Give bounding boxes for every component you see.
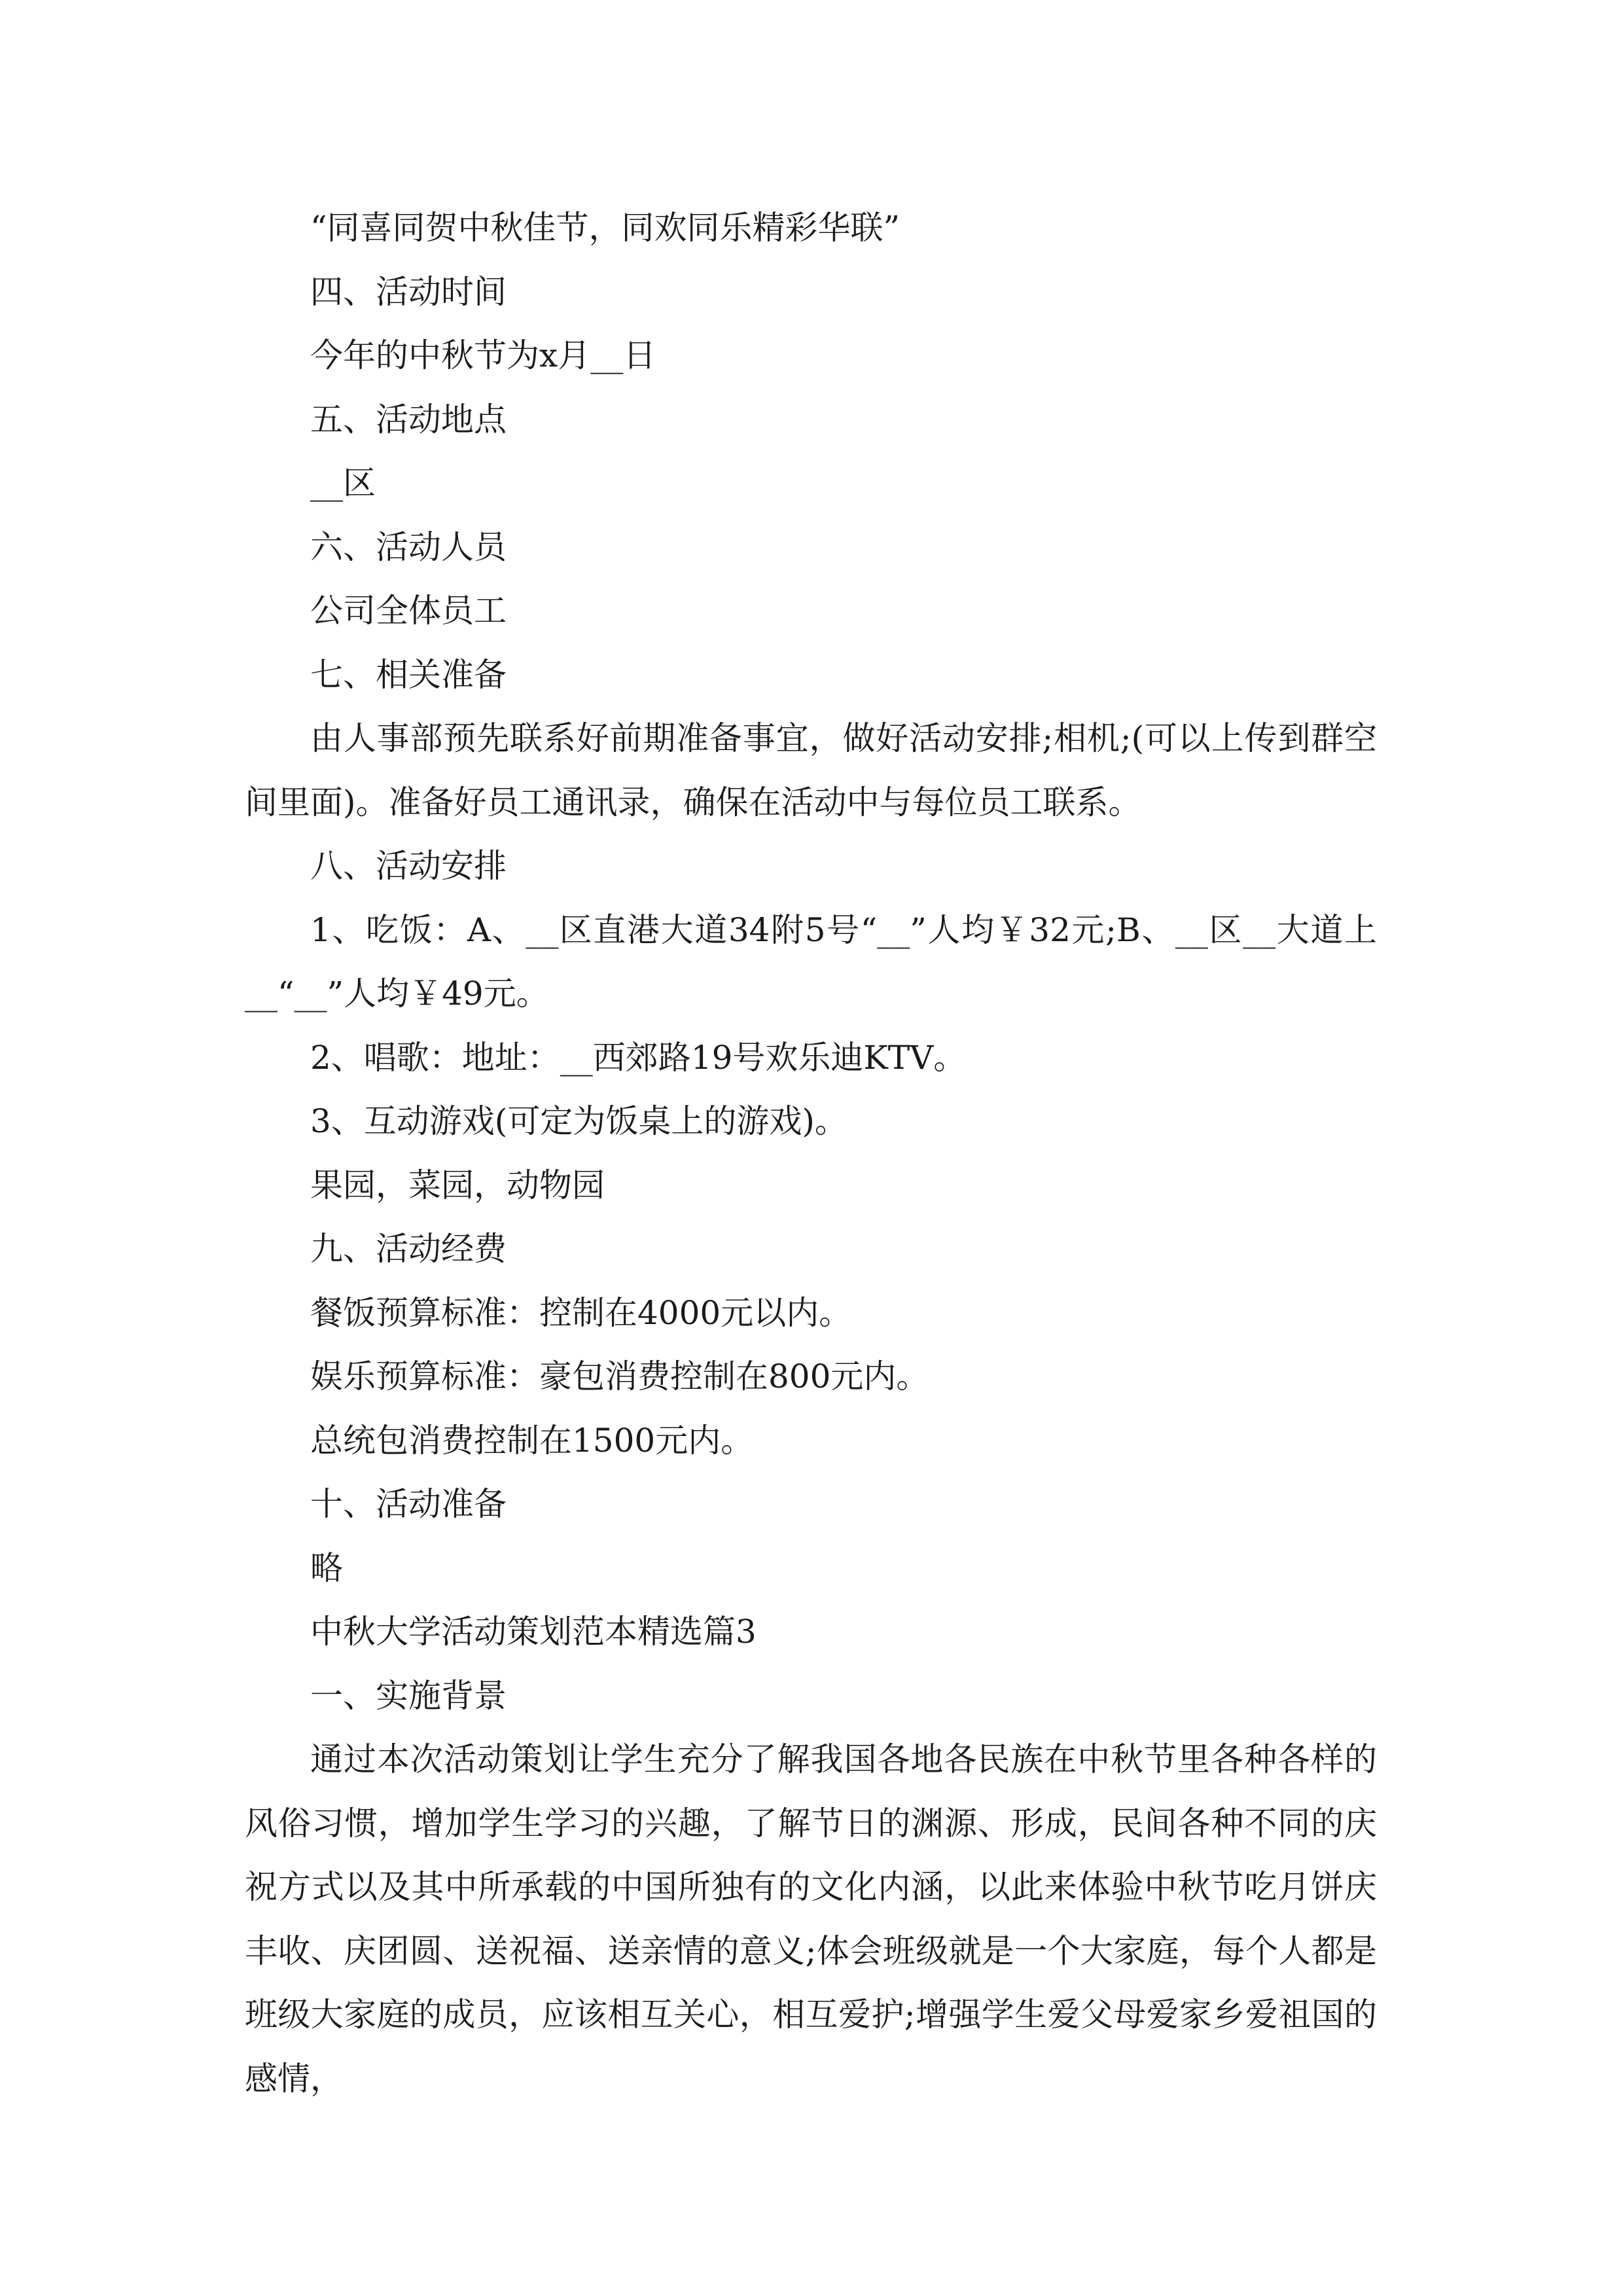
time-paragraph: 今年的中秋节为x月__日 xyxy=(310,336,656,374)
section-heading-budget: 九、活动经费 xyxy=(310,1230,507,1268)
section-heading-participants: 六、活动人员 xyxy=(310,528,507,566)
arrangement-dining-paragraph: 1、吃饭：A、__区直港大道34附5号“__”人均￥32元;B、__区__大道上__“__”人均￥49元。 xyxy=(245,910,1377,1013)
arrangement-singing-paragraph: 2、唱歌：地址：__西郊路19号欢乐迪KTV。 xyxy=(310,1038,967,1077)
participants-paragraph: 公司全体员工 xyxy=(310,592,507,630)
section-heading-arrangement: 八、活动安排 xyxy=(310,847,507,885)
preparation-paragraph: 由人事部预先联系好前期准备事宜，做好活动安排;相机;(可以上传到群空间里面)。准备好员工通讯录，确保在活动中与每位员工联系。 xyxy=(245,719,1377,821)
location-paragraph: __区 xyxy=(310,464,376,502)
article-title: 中秋大学活动策划范本精选篇3 xyxy=(310,1613,757,1651)
background-paragraph: 通过本次活动策划让学生充分了解我国各地各民族在中秋节里各种各样的风俗习惯，增加学生学习的兴趣，了解节日的渊源、形成，民间各种不同的庆祝方式以及其中所承载的中国所独有的文化内涵，以此来体验中秋节吃月饼庆丰收、庆团圆、送祝福、送亲情的意义;体会班级就是一个大家庭，每个人都是班级大家庭的成员，应该相互关心，相互爱护;增强学生爱父母爱家乡爱祖国的感情， xyxy=(245,1740,1377,2098)
budget-suite-paragraph: 总统包消费控制在1500元内。 xyxy=(310,1421,754,1460)
section-heading-background: 一、实施背景 xyxy=(310,1676,507,1715)
section-heading-readiness: 十、活动准备 xyxy=(310,1485,507,1523)
arrangement-games-paragraph: 3、互动游戏(可定为饭桌上的游戏)。 xyxy=(310,1102,847,1140)
games-list-paragraph: 果园，菜园，动物园 xyxy=(310,1166,605,1204)
section-heading-location: 五、活动地点 xyxy=(310,400,507,439)
readiness-paragraph: 略 xyxy=(310,1549,343,1587)
section-heading-time: 四、活动时间 xyxy=(310,272,507,311)
slogan-paragraph: “同喜同贺中秋佳节，同欢同乐精彩华联” xyxy=(310,209,901,247)
section-heading-preparation: 七、相关准备 xyxy=(310,655,507,694)
document-body xyxy=(245,196,1377,2111)
budget-dining-paragraph: 餐饭预算标准：控制在4000元以内。 xyxy=(310,1293,852,1332)
budget-entertainment-paragraph: 娱乐预算标准：豪包消费控制在800元内。 xyxy=(310,1357,929,1395)
